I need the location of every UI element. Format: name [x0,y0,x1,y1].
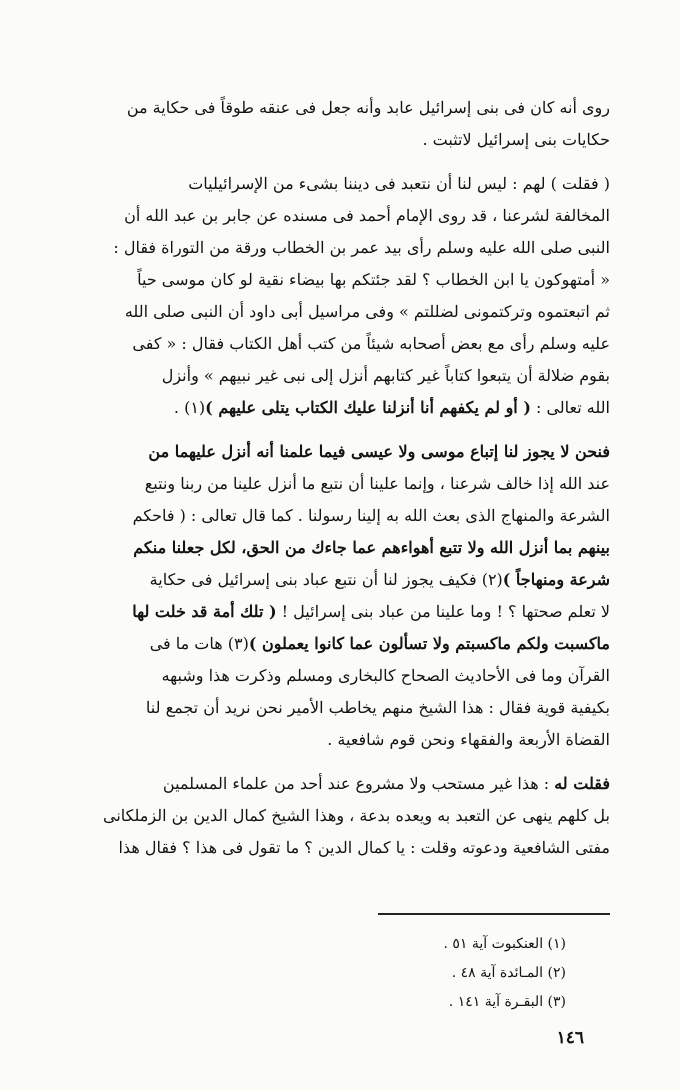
paragraph-3 [62,436,610,756]
footnotes [443,930,566,1017]
footnote-divider [378,913,610,915]
quran-quote: ( أو لم يكفهم أنا أنزلنا عليك الكتاب يتلى عليهم ) [205,398,531,417]
footnote-2: (٢) المـائدة آية ٤٨ . [451,965,566,981]
text-line: فنحن لا يجوز لنا إتباع موسى ولا عيسى فيما علمنا أنه أنزل عليهما من [148,442,610,461]
text-line: عند الله إذا خالف شرعنا ، وإنما علينا أن نتبع ما أنزل علينا من ربنا ونتبع [144,474,610,493]
text-line: ثم اتبعتموه وتركتمونى لضللتم » وفى مراسيل أبى داود أن النبى صلى الله [124,302,610,321]
footnote-ref: (١) . [173,398,206,417]
text-line: القضاة الأربعة والفقهاء ونحن قوم شافعية . [327,730,610,749]
text-line: النبى صلى الله عليه وسلم رأى بيد عمر بن الخطاب ورقة من التوراة فقال : [113,238,610,257]
text-line: عليه وسلم رأى مع بعض أصحابه شيئاً من كتب أهل الكتاب فقال : « كفى [132,334,610,353]
text-line: لا تعلم صحتها ؟ ! وما علينا من عباد بنى إسرائيل ! [276,602,610,621]
text-line: الشرعة والمنهاج الذى بعث الله به إلينا رسولنا . كما قال تعالى : ( فاحكم [132,506,610,525]
text-line: المخالفة لشرعنا ، قد روى الإمام أحمد فى مسنده عن جابر بن عبد الله أن [124,206,610,225]
text-line: القرآن وما فى الأحاديث الصحاح كالبخارى ومسلم وذكرت هذا وشبهه [161,666,610,685]
text-line: فقلت له [554,774,610,793]
text-line: ( فقلت ) لهم : ليس لنا أن نتعبد فى ديننا بشىء من الإسرائيليات [188,174,610,193]
paragraph-2 [62,168,610,424]
text-line: « أمتهوكون يا ابن الخطاب ؟ لقد جئتكم بها بيضاء نقية لو كان موسى حياً [137,270,610,289]
paragraph-1 [62,92,610,156]
text-line: بل كلهم ينهى عن التعبد به ويعده بدعة ، وهذا الشيخ كمال الدين بن الزملكانى [103,806,610,825]
quran-quote: بينهم بما أنزل الله ولا تتبع أهواءهم عما جاءك من الحق، لكل جعلنا منكم [133,538,610,557]
text-line: روى أنه كان فى بنى إسرائيل عابد وأنه جعل فى عنقه طوقاً فى حكاية من [126,98,610,117]
page-number: ١٤٦ [556,1028,584,1048]
footnote-3: (٣) البقـرة آية ١٤١ . [448,994,566,1010]
quran-quote: ( تلك أمة قد خلت لها [132,602,277,621]
quran-quote: ماكسبت ولكم ماكسبتم ولا تسألون عما كانوا يعملون ) [248,634,610,653]
paragraph-4 [62,768,610,864]
text-line: (٣) هات ما فى [149,634,249,653]
quran-quote: شرعة ومنهاجاً ) [502,570,610,589]
text-line: حكايات بنى إسرائيل لاتثبت . [422,130,610,149]
text-line: مفتى الشافعية ودعوته وقلت : يا كمال الدين ؟ ما تقول فى هذا ؟ فقال هذا [118,838,610,857]
main-text [62,92,610,864]
text-line: : هذا غير مستحب ولا مشروع عند أحد من علماء المسلمين [162,774,555,793]
text-line: بقوم ضلالة أن يتبعوا كتاباً غير كتابهم أنزل إلى نبى غير نبيهم » وأنزل [161,366,610,385]
text-line: (٢) فكيف يجوز لنا أن نتبع عباد بنى إسرائيل فى حكاية [149,570,503,589]
text-line: الله تعالى : [530,398,610,417]
text-line: بكيفية قوية فقال : هذا الشيخ منهم يخاطب الأمير نحن نريد أن تجمع لنا [145,698,610,717]
footnote-1: (١) العنكبوت آية ٥١ . [443,936,566,952]
